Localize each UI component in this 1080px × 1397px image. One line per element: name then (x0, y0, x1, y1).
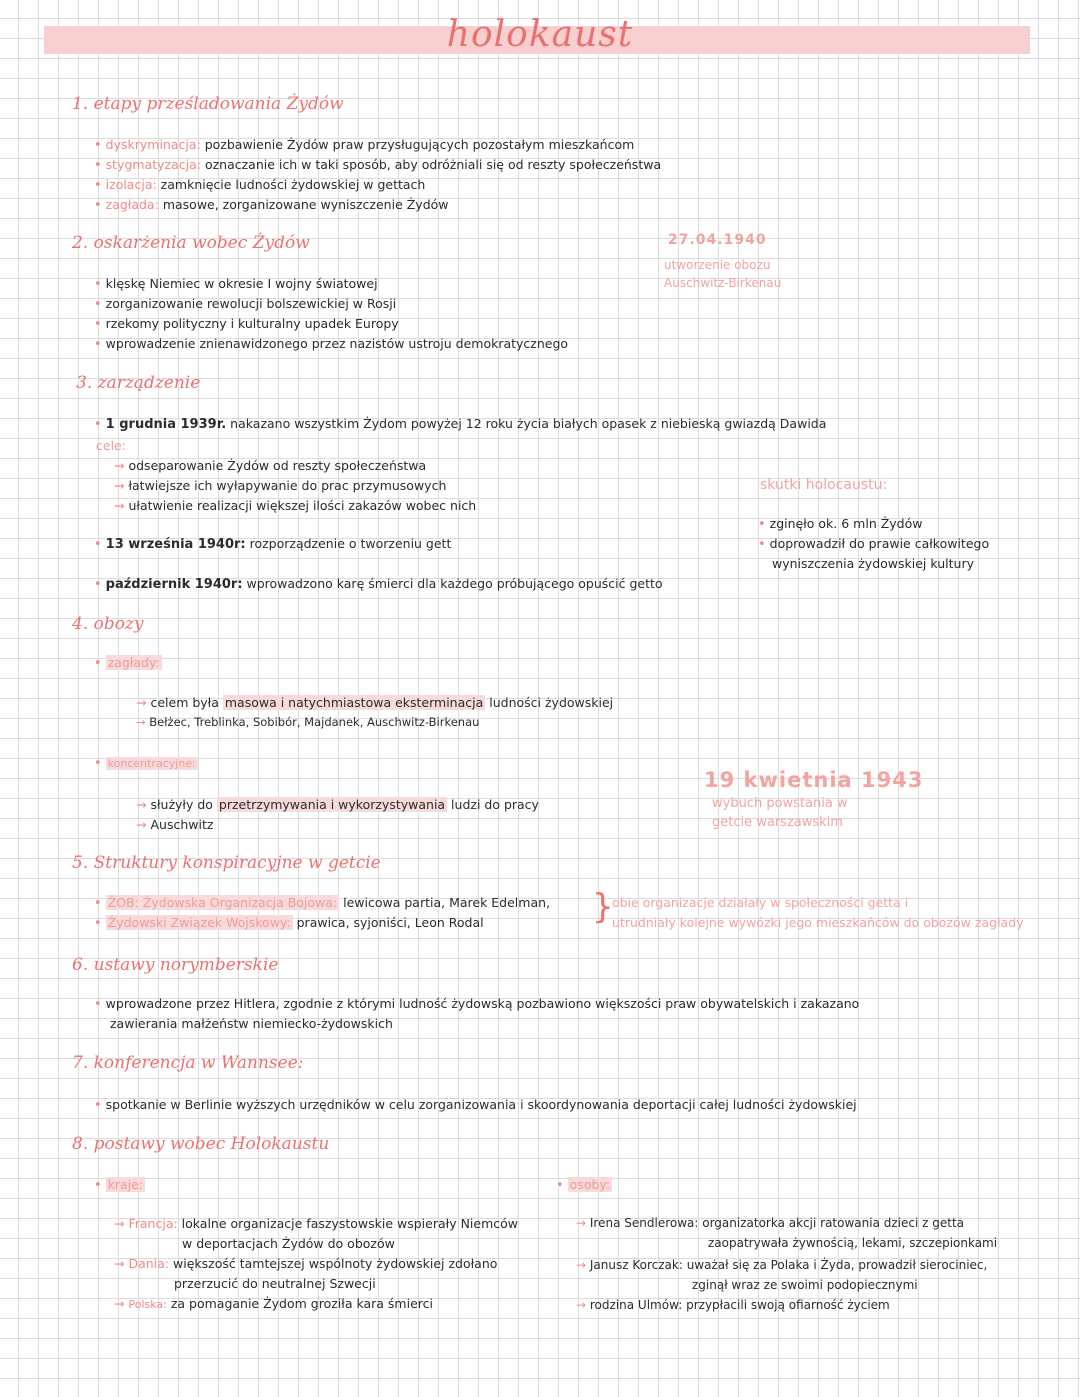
list-item: • izolacja: zamknięcie ludności żydowskiej w gettach (94, 177, 426, 193)
side-date-1943: 19 kwietnia 1943 (704, 768, 924, 792)
kraje-item-francja: → Francja: lokalne organizacje faszystowskie wspierały Niemców (114, 1216, 519, 1231)
osoby-item-ulmowie: → rodzina Ulmów: przypłacili swoją ofiarność życiem (576, 1298, 890, 1312)
section-3-heading: 3. zarządzenie (76, 373, 201, 393)
bracket: } (592, 887, 614, 927)
osoby-item-korczak: → Janusz Korczak: uważał się za Polaka i Żyda, prowadził sierociniec, (576, 1258, 988, 1272)
side-date-1940: 27.04.1940 (668, 232, 767, 248)
side-note-line: utworzenie obozu (664, 258, 771, 272)
list-item: • zorganizowanie rewolucji bolszewickiej w Rosji (94, 296, 397, 312)
skutki-heading: skutki holocaustu: (760, 477, 888, 493)
zaglady-item: → Bełżec, Treblinka, Sobibór, Majdanek, Auschwitz-Birkenau (136, 715, 480, 729)
section-8-heading: 8. postawy wobec Holokaustu (72, 1134, 330, 1154)
list-item: → odseparowanie Żydów od reszty społeczeństwa (114, 458, 427, 473)
decree-1940-oct: • październik 1940r: wprowadzono karę śmierci dla każdego próbującego opuścić getto (94, 576, 663, 592)
kraje-item-cont: w deportacjach Żydów do obozów (182, 1236, 395, 1251)
cele-list (114, 458, 476, 518)
list-item: • wprowadzenie znienawidzonego przez nazistów ustroju demokratycznego (94, 336, 569, 352)
decree-1940-sept: • 13 września 1940r: rozporządzenie o tworzeniu gett (94, 536, 452, 552)
side-note-line: getcie warszawskim (712, 815, 843, 830)
side-note-line: wybuch powstania w (712, 796, 848, 811)
skutki-item: • doprowadził do prawie całkowitego (758, 536, 990, 552)
section-2-list (94, 276, 568, 356)
list-item: • zagłada: masowe, zorganizowane wyniszczenie Żydów (94, 197, 449, 213)
page-title: holokaust (446, 14, 634, 55)
org-note-line: obie organizacje działały w społeczności getta i (612, 895, 909, 910)
org-zzw: • Żydowski Związek Wojskowy: prawica, syjoniści, Leon Rodal (94, 915, 484, 931)
cele-label: cele: (96, 438, 126, 453)
osoby-item-cont: zaopatrywała żywnością, lekami, szczepionkami (708, 1236, 998, 1250)
kraje-item-cont: przerzucić do neutralnej Szwecji (174, 1276, 376, 1291)
section-1-heading: 1. etapy prześladowania Żydów (72, 94, 344, 114)
section-7-heading: 7. konferencja w Wannsee: (72, 1053, 304, 1073)
section-1-list (94, 137, 661, 217)
zaglady-label: • zagłady: (94, 655, 160, 671)
konc-item: → służyły do przetrzymywania i wykorzystywania ludzi do pracy (136, 797, 539, 812)
org-zob: • ŻOB: Żydowska Organizacja Bojowa: lewicowa partia, Marek Edelman, (94, 895, 551, 911)
konc-item: → Auschwitz (136, 817, 214, 832)
decree-1939: • 1 grudnia 1939r. nakazano wszystkim Żydom powyżej 12 roku życia białych opasek z niebieską gwiazdą Dawida (94, 416, 827, 432)
section-4-heading: 4. obozy (72, 614, 144, 634)
skutki-item: • zginęło ok. 6 mln Żydów (758, 516, 923, 532)
section-6-heading: 6. ustawy norymberskie (72, 955, 279, 975)
kraje-item-polska: → Polska: za pomaganie Żydom groziła kara śmierci (114, 1296, 433, 1311)
kraje-label: • kraje: (94, 1177, 144, 1193)
org-note-line: utrudniały kolejne wywózki jego mieszkańców do obozów zagłady (612, 915, 1024, 930)
s6-text-cont: zawierania małżeństw niemiecko-żydowskich (110, 1016, 393, 1031)
konc-label: • koncentracyjne: (94, 756, 196, 771)
list-item: → łatwiejsze ich wyłapywanie do prac przymusowych (114, 478, 447, 493)
s7-text: • spotkanie w Berlinie wyższych urzędników w celu zorganizowania i skoordynowania deportacji całej ludności żydowskiej (94, 1097, 857, 1113)
list-item: → ułatwienie realizacji większej ilości zakazów wobec nich (114, 498, 477, 513)
list-item: • klęskę Niemiec w okresie I wojny światowej (94, 276, 378, 292)
list-item: • dyskryminacja: pozbawienie Żydów praw przysługujących pozostałym mieszkańcom (94, 137, 635, 153)
list-item: • rzekomy polityczny i kulturalny upadek Europy (94, 316, 399, 332)
zaglady-item: → celem była masowa i natychmiastowa eksterminacja ludności żydowskiej (136, 695, 614, 710)
section-2-heading: 2. oskarżenia wobec Żydów (72, 233, 310, 253)
kraje-item-dania: → Dania: większość tamtejszej wspólnoty żydowskiej zdołano (114, 1256, 498, 1271)
osoby-item-cont: zginął wraz ze swoimi podopiecznymi (692, 1278, 918, 1292)
osoby-label: • osoby: (556, 1177, 611, 1193)
osoby-item-sendlerowa: → Irena Sendlerowa: organizatorka akcji ratowania dzieci z getta (576, 1216, 964, 1230)
s6-text: • wprowadzone przez Hitlera, zgodnie z którymi ludność żydowską pozbawiono większości praw obywatelskich i zakazano (94, 996, 860, 1012)
list-item: • stygmatyzacja: oznaczanie ich w taki sposób, aby odróżniali się od reszty społeczeństwa (94, 157, 662, 173)
skutki-item-cont: wyniszczenia żydowskiej kultury (772, 556, 974, 571)
side-note-line: Auschwitz-Birkenau (664, 276, 782, 290)
section-5-heading: 5. Struktury konspiracyjne w getcie (72, 853, 381, 873)
